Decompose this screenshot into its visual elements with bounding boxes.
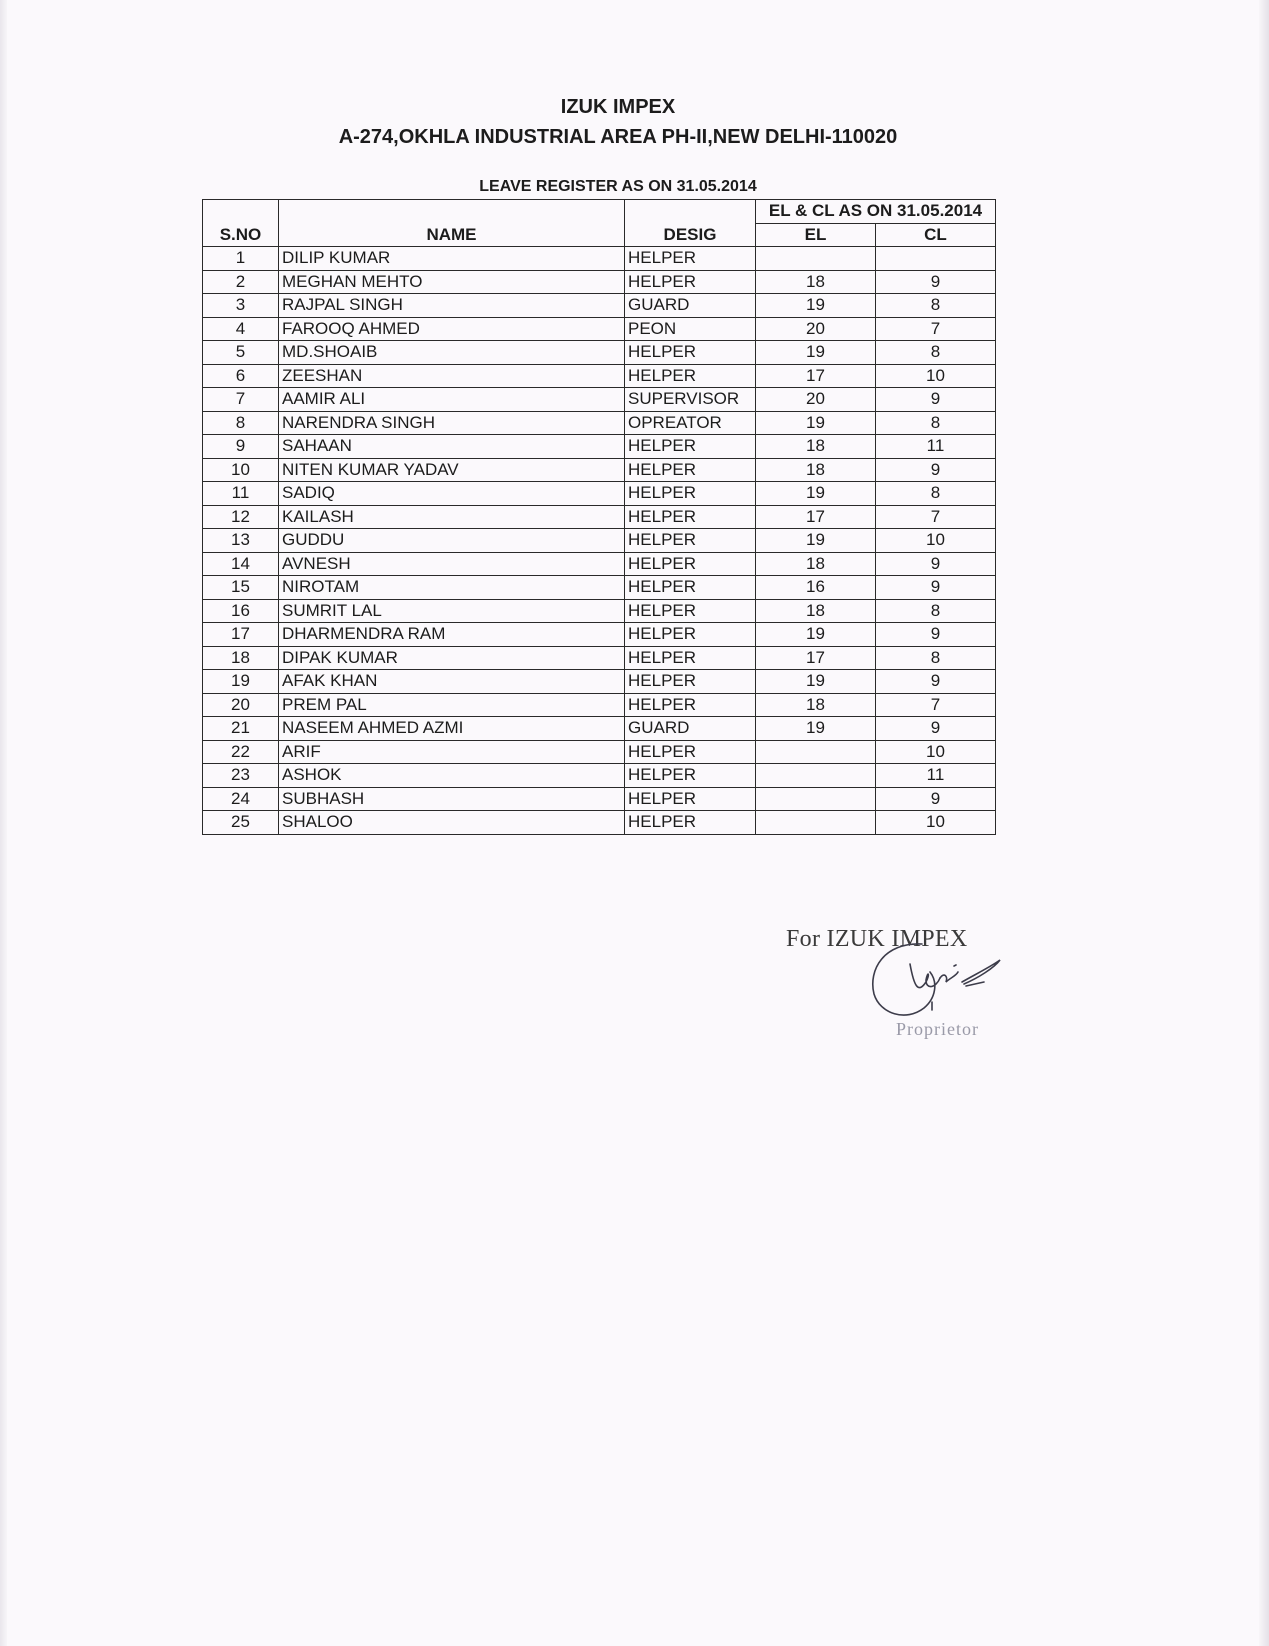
table-row bbox=[203, 576, 996, 600]
cell-cl: 8 bbox=[876, 411, 996, 435]
table-row bbox=[203, 388, 996, 412]
for-company-label: For IZUK IMPEX bbox=[786, 926, 968, 952]
company-address: A-274,OKHLA INDUSTRIAL AREA PH-II,NEW DELHI-110020 bbox=[338, 126, 898, 148]
cell-name: NASEEM AHMED AZMI bbox=[279, 717, 625, 741]
cell-cl: 8 bbox=[876, 294, 996, 318]
table-row bbox=[203, 247, 996, 271]
cell-cl: 11 bbox=[876, 435, 996, 459]
cell-cl: 9 bbox=[876, 787, 996, 811]
cell-desig: HELPER bbox=[625, 341, 756, 365]
table-row bbox=[203, 646, 996, 670]
cell-name: MD.SHOAIB bbox=[279, 341, 625, 365]
cell-cl: 9 bbox=[876, 623, 996, 647]
cell-name: MEGHAN MEHTO bbox=[279, 270, 625, 294]
cell-el: 17 bbox=[756, 646, 876, 670]
cell-desig: OPREATOR bbox=[625, 411, 756, 435]
scan-edge-right bbox=[1259, 0, 1269, 1646]
cell-desig: HELPER bbox=[625, 435, 756, 459]
table-row bbox=[203, 270, 996, 294]
table-row bbox=[203, 505, 996, 529]
cell-sno: 24 bbox=[203, 787, 279, 811]
cell-desig: PEON bbox=[625, 317, 756, 341]
cell-name: ARIF bbox=[279, 740, 625, 764]
cell-name: SADIQ bbox=[279, 482, 625, 506]
cell-sno: 12 bbox=[203, 505, 279, 529]
cell-cl: 10 bbox=[876, 811, 996, 835]
cell-el bbox=[756, 764, 876, 788]
cell-sno: 21 bbox=[203, 717, 279, 741]
cell-desig: HELPER bbox=[625, 646, 756, 670]
cell-sno: 25 bbox=[203, 811, 279, 835]
cell-cl: 9 bbox=[876, 458, 996, 482]
cell-sno: 1 bbox=[203, 247, 279, 271]
cell-desig: GUARD bbox=[625, 294, 756, 318]
table-row bbox=[203, 811, 996, 835]
cell-desig: HELPER bbox=[625, 458, 756, 482]
cell-sno: 6 bbox=[203, 364, 279, 388]
cell-name: DHARMENDRA RAM bbox=[279, 623, 625, 647]
table-row bbox=[203, 623, 996, 647]
cell-desig: HELPER bbox=[625, 787, 756, 811]
cell-desig: HELPER bbox=[625, 693, 756, 717]
table-row bbox=[203, 341, 996, 365]
cell-cl: 8 bbox=[876, 341, 996, 365]
cell-cl: 8 bbox=[876, 482, 996, 506]
cell-name: AVNESH bbox=[279, 552, 625, 576]
cell-cl: 11 bbox=[876, 764, 996, 788]
cell-el: 17 bbox=[756, 505, 876, 529]
cell-desig: HELPER bbox=[625, 247, 756, 271]
cell-sno: 10 bbox=[203, 458, 279, 482]
table-body bbox=[203, 247, 996, 835]
cell-cl: 9 bbox=[876, 552, 996, 576]
cell-name: SHALOO bbox=[279, 811, 625, 835]
table-row bbox=[203, 787, 996, 811]
cell-cl: 9 bbox=[876, 576, 996, 600]
cell-name: PREM PAL bbox=[279, 693, 625, 717]
cell-cl: 7 bbox=[876, 317, 996, 341]
cell-desig: SUPERVISOR bbox=[625, 388, 756, 412]
cell-desig: HELPER bbox=[625, 623, 756, 647]
cell-name: DIPAK KUMAR bbox=[279, 646, 625, 670]
cell-el: 20 bbox=[756, 317, 876, 341]
col-header-cl: CL bbox=[876, 223, 996, 247]
table-row bbox=[203, 740, 996, 764]
cell-sno: 17 bbox=[203, 623, 279, 647]
table-row bbox=[203, 317, 996, 341]
cell-cl: 8 bbox=[876, 646, 996, 670]
leave-register-table bbox=[202, 199, 996, 835]
cell-sno: 22 bbox=[203, 740, 279, 764]
cell-el: 18 bbox=[756, 599, 876, 623]
table-row bbox=[203, 599, 996, 623]
cell-name: NARENDRA SINGH bbox=[279, 411, 625, 435]
cell-desig: HELPER bbox=[625, 482, 756, 506]
cell-el: 20 bbox=[756, 388, 876, 412]
cell-name: GUDDU bbox=[279, 529, 625, 553]
cell-el: 17 bbox=[756, 364, 876, 388]
table-row bbox=[203, 294, 996, 318]
cell-desig: HELPER bbox=[625, 811, 756, 835]
cell-cl: 7 bbox=[876, 693, 996, 717]
cell-el: 18 bbox=[756, 270, 876, 294]
table-row bbox=[203, 435, 996, 459]
table-row bbox=[203, 552, 996, 576]
cell-el: 19 bbox=[756, 411, 876, 435]
cell-sno: 2 bbox=[203, 270, 279, 294]
register-title: LEAVE REGISTER AS ON 31.05.2014 bbox=[479, 178, 757, 195]
cell-desig: HELPER bbox=[625, 270, 756, 294]
cell-cl: 7 bbox=[876, 505, 996, 529]
cell-sno: 15 bbox=[203, 576, 279, 600]
cell-el: 19 bbox=[756, 341, 876, 365]
proprietor-label: Proprietor bbox=[896, 1019, 979, 1039]
cell-desig: HELPER bbox=[625, 576, 756, 600]
cell-desig: HELPER bbox=[625, 505, 756, 529]
cell-sno: 5 bbox=[203, 341, 279, 365]
cell-el bbox=[756, 740, 876, 764]
cell-el bbox=[756, 811, 876, 835]
cell-desig: HELPER bbox=[625, 764, 756, 788]
cell-name: SAHAAN bbox=[279, 435, 625, 459]
cell-sno: 19 bbox=[203, 670, 279, 694]
table-row bbox=[203, 693, 996, 717]
company-name: IZUK IMPEX bbox=[560, 96, 676, 118]
col-header-name: NAME bbox=[279, 200, 625, 247]
cell-cl: 10 bbox=[876, 364, 996, 388]
cell-cl: 9 bbox=[876, 388, 996, 412]
cell-desig: GUARD bbox=[625, 717, 756, 741]
cell-cl: 10 bbox=[876, 529, 996, 553]
table-row bbox=[203, 670, 996, 694]
cell-name: FAROOQ AHMED bbox=[279, 317, 625, 341]
cell-sno: 11 bbox=[203, 482, 279, 506]
table-row bbox=[203, 411, 996, 435]
cell-desig: HELPER bbox=[625, 552, 756, 576]
cell-name: DILIP KUMAR bbox=[279, 247, 625, 271]
cell-el: 19 bbox=[756, 623, 876, 647]
cell-el: 18 bbox=[756, 458, 876, 482]
cell-cl: 8 bbox=[876, 599, 996, 623]
cell-el: 16 bbox=[756, 576, 876, 600]
cell-el: 19 bbox=[756, 670, 876, 694]
cell-name: ZEESHAN bbox=[279, 364, 625, 388]
cell-name: ASHOK bbox=[279, 764, 625, 788]
cell-name: SUBHASH bbox=[279, 787, 625, 811]
cell-el: 19 bbox=[756, 529, 876, 553]
cell-el: 19 bbox=[756, 717, 876, 741]
cell-sno: 4 bbox=[203, 317, 279, 341]
cell-name: AAMIR ALI bbox=[279, 388, 625, 412]
cell-name: KAILASH bbox=[279, 505, 625, 529]
cell-cl: 9 bbox=[876, 670, 996, 694]
cell-el: 18 bbox=[756, 693, 876, 717]
cell-sno: 8 bbox=[203, 411, 279, 435]
cell-el: 19 bbox=[756, 482, 876, 506]
cell-name: NITEN KUMAR YADAV bbox=[279, 458, 625, 482]
col-header-desig: DESIG bbox=[625, 200, 756, 247]
cell-name: RAJPAL SINGH bbox=[279, 294, 625, 318]
table-row bbox=[203, 458, 996, 482]
cell-desig: HELPER bbox=[625, 740, 756, 764]
table-row bbox=[203, 529, 996, 553]
cell-el: 18 bbox=[756, 552, 876, 576]
cell-el bbox=[756, 247, 876, 271]
cell-desig: HELPER bbox=[625, 529, 756, 553]
cell-cl: 9 bbox=[876, 270, 996, 294]
cell-sno: 14 bbox=[203, 552, 279, 576]
scan-edge-left bbox=[0, 0, 7, 1646]
cell-cl bbox=[876, 247, 996, 271]
signature-block bbox=[786, 920, 1026, 1050]
cell-el bbox=[756, 787, 876, 811]
table-row bbox=[203, 717, 996, 741]
cell-sno: 18 bbox=[203, 646, 279, 670]
cell-name: AFAK KHAN bbox=[279, 670, 625, 694]
cell-cl: 10 bbox=[876, 740, 996, 764]
cell-sno: 13 bbox=[203, 529, 279, 553]
cell-el: 19 bbox=[756, 294, 876, 318]
cell-sno: 9 bbox=[203, 435, 279, 459]
cell-desig: HELPER bbox=[625, 364, 756, 388]
col-header-sno: S.NO bbox=[203, 200, 279, 247]
cell-sno: 20 bbox=[203, 693, 279, 717]
cell-desig: HELPER bbox=[625, 599, 756, 623]
col-group-header: EL & CL AS ON 31.05.2014 bbox=[756, 200, 996, 224]
table-row bbox=[203, 482, 996, 506]
cell-sno: 23 bbox=[203, 764, 279, 788]
cell-name: NIROTAM bbox=[279, 576, 625, 600]
col-header-el: EL bbox=[756, 223, 876, 247]
cell-name: SUMRIT LAL bbox=[279, 599, 625, 623]
cell-sno: 3 bbox=[203, 294, 279, 318]
cell-el: 18 bbox=[756, 435, 876, 459]
cell-cl: 9 bbox=[876, 717, 996, 741]
table-row bbox=[203, 764, 996, 788]
table-row bbox=[203, 364, 996, 388]
cell-sno: 16 bbox=[203, 599, 279, 623]
cell-sno: 7 bbox=[203, 388, 279, 412]
cell-desig: HELPER bbox=[625, 670, 756, 694]
